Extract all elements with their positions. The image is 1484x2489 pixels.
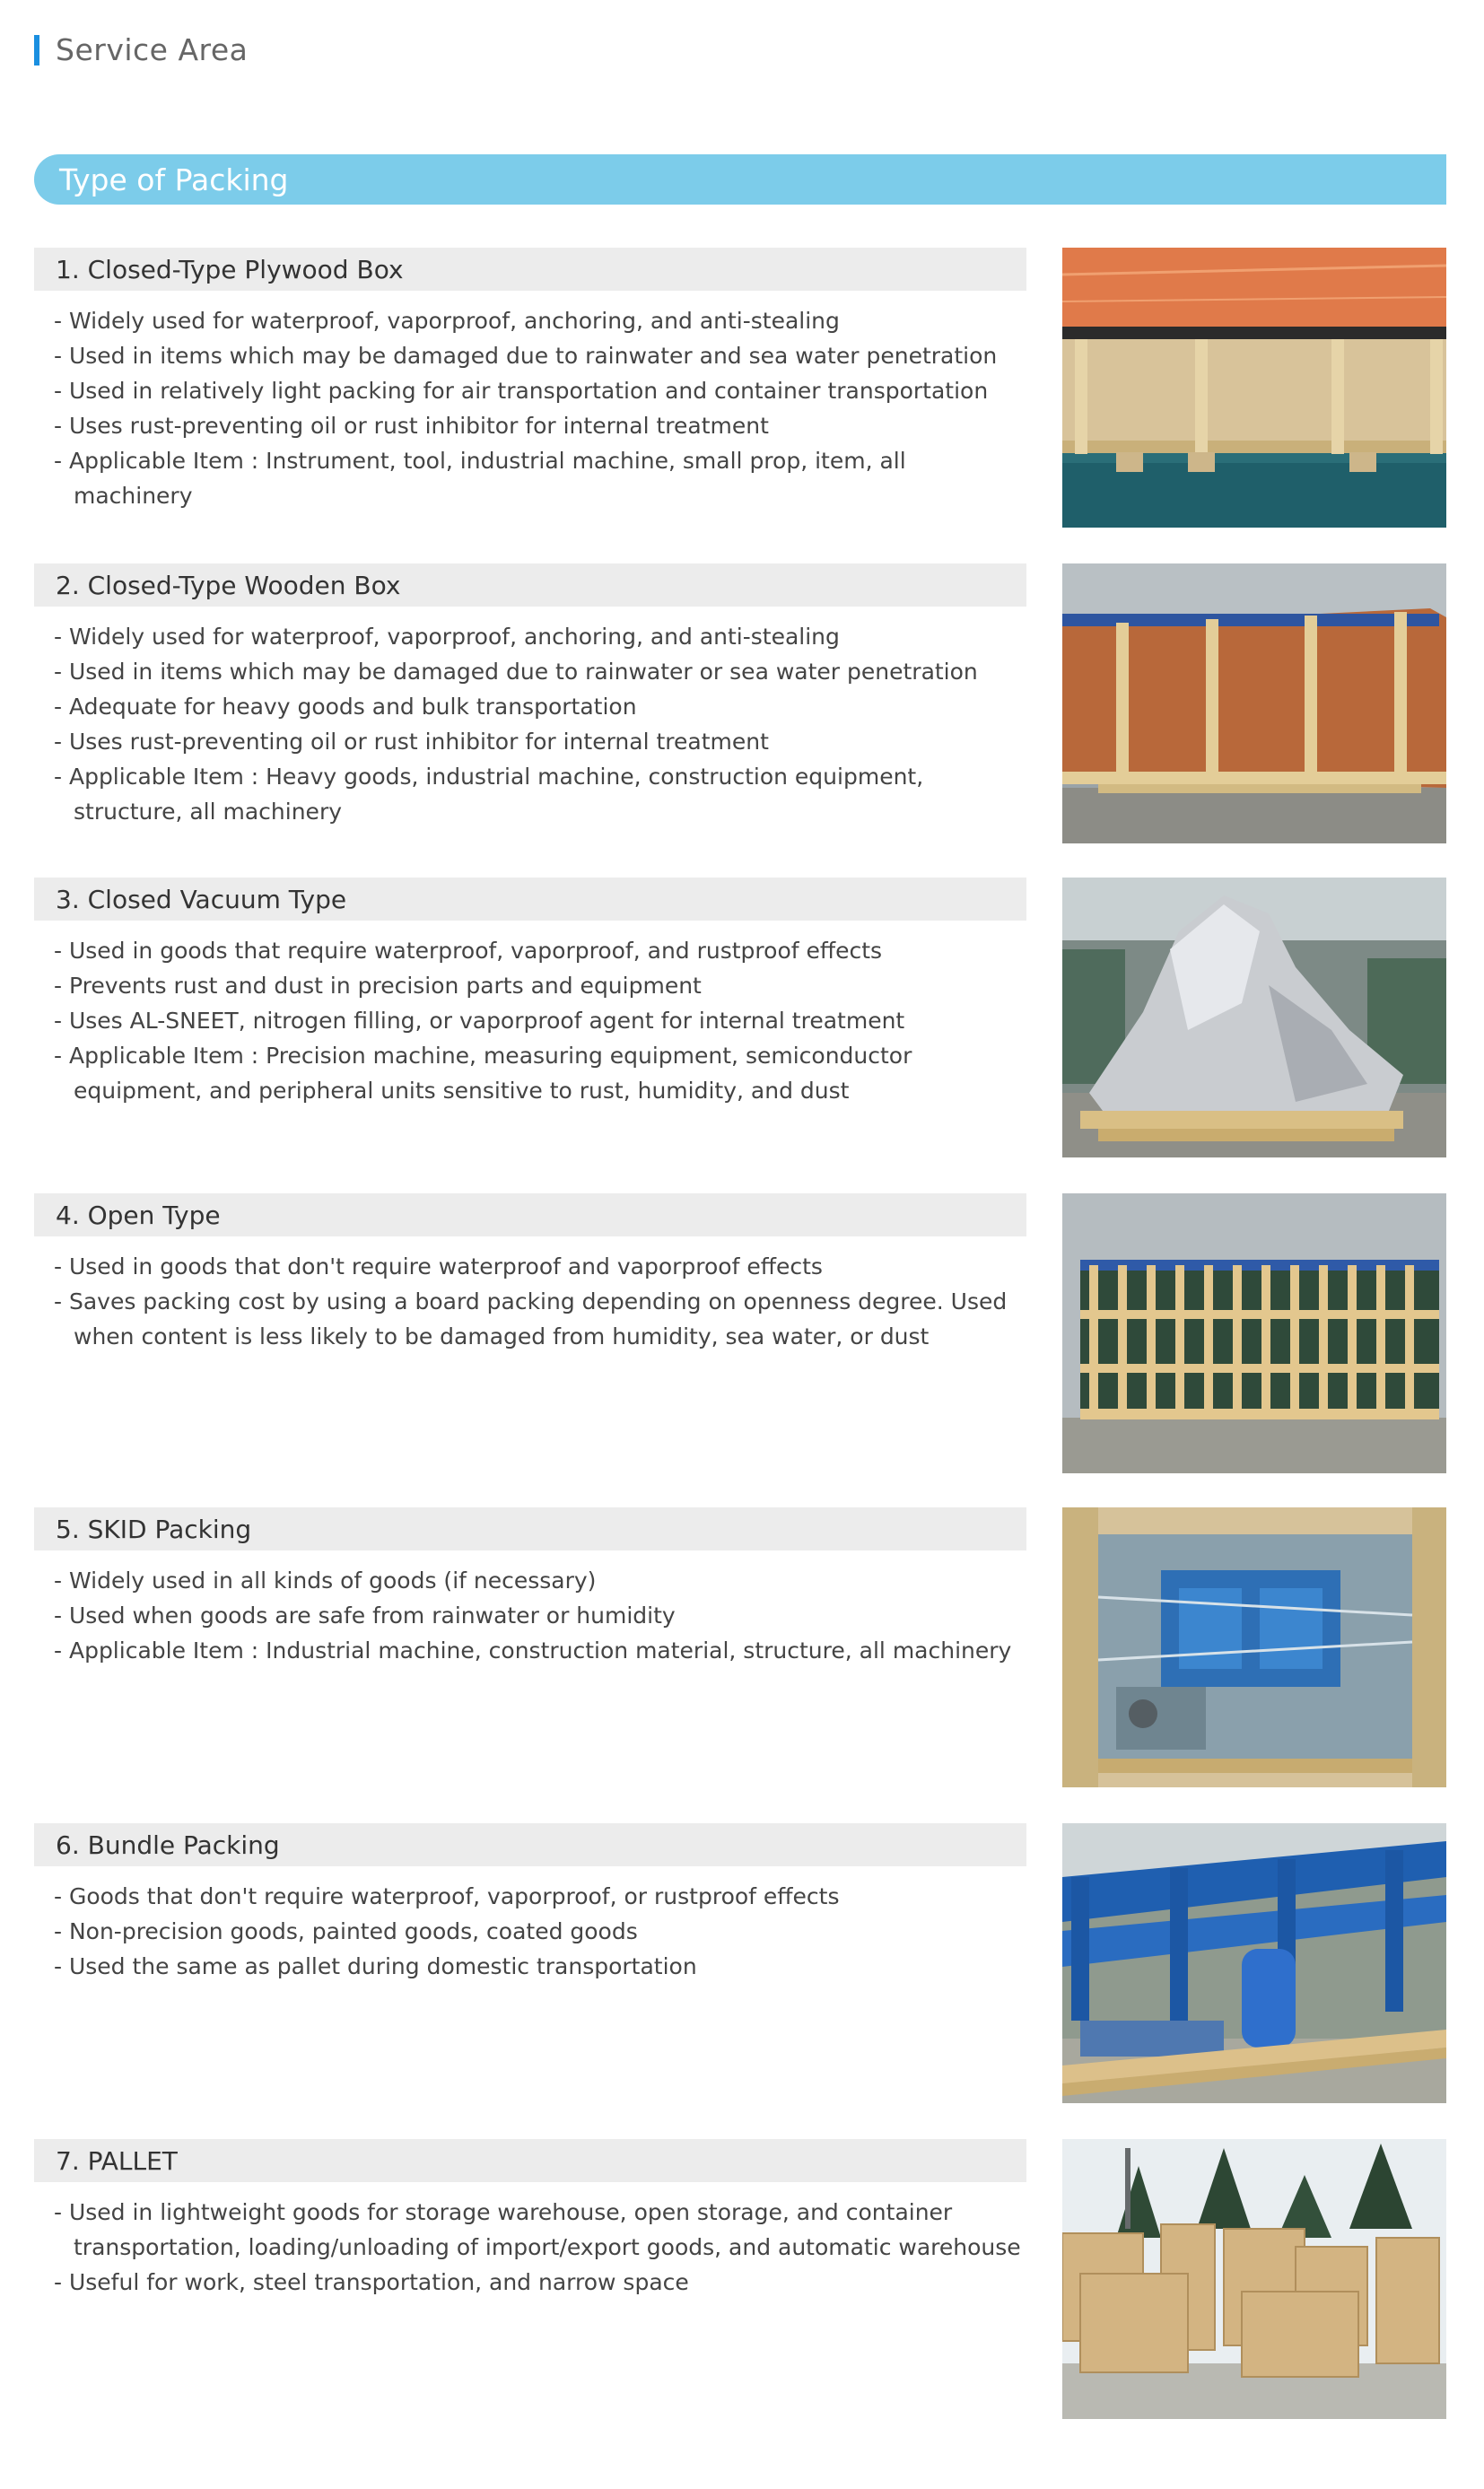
item-heading: 7. PALLET bbox=[56, 2145, 178, 2176]
description-line: - Goods that don't require waterproof, vaporproof, or rustproof effects bbox=[54, 1883, 840, 1909]
item-description-list bbox=[54, 2195, 1023, 2300]
description-line: - Used the same as pallet during domestic transportation bbox=[54, 1953, 697, 1979]
packing-item-2 bbox=[34, 563, 1446, 851]
pallet-photo bbox=[1062, 2139, 1446, 2419]
description-line: - Used in items which may be damaged due to rainwater or sea water penetration bbox=[54, 659, 978, 685]
description-line: - Used in goods that don't require waterproof and vaporproof effects bbox=[54, 1253, 823, 1279]
item-heading: 5. SKID Packing bbox=[56, 1514, 252, 1544]
item-description-list bbox=[54, 619, 1023, 829]
page-header bbox=[34, 32, 248, 67]
packing-item-7 bbox=[34, 2139, 1446, 2426]
description-line: - Applicable Item : Industrial machine, construction material, structure, all machinery bbox=[54, 1638, 1012, 1664]
packing-item-1 bbox=[34, 248, 1446, 535]
item-description-list bbox=[54, 303, 1023, 513]
item-heading: 6. Bundle Packing bbox=[56, 1830, 280, 1860]
description-line: - Used in items which may be damaged due to rainwater and sea water penetration bbox=[54, 343, 998, 369]
item-description-list bbox=[54, 1879, 1023, 1984]
section-banner bbox=[34, 154, 1446, 205]
description-line: - Used in goods that require waterproof, vaporproof, and rustproof effects bbox=[54, 938, 883, 964]
packing-item-5 bbox=[34, 1507, 1446, 1795]
item-heading-bar bbox=[34, 563, 1026, 607]
item-heading-bar bbox=[34, 1507, 1026, 1550]
wooden-box-photo bbox=[1062, 563, 1446, 843]
description-line: - Used when goods are safe from rainwater or humidity bbox=[54, 1603, 676, 1629]
description-line: - Used in lightweight goods for storage warehouse, open storage, and container transportation, loading/unloading of import/export goods, and automatic warehouse bbox=[54, 2199, 1021, 2260]
vacuum-pack-photo bbox=[1062, 878, 1446, 1157]
description-line: - Widely used for waterproof, vaporproof, anchoring, and anti-stealing bbox=[54, 308, 840, 334]
item-description-list bbox=[54, 1563, 1023, 1668]
plywood-box-photo bbox=[1062, 248, 1446, 528]
item-heading-bar bbox=[34, 878, 1026, 921]
packing-item-4 bbox=[34, 1193, 1446, 1480]
header-accent-bar bbox=[34, 35, 39, 66]
description-line: - Uses rust-preventing oil or rust inhibitor for internal treatment bbox=[54, 413, 769, 439]
item-heading-bar bbox=[34, 1193, 1026, 1236]
item-heading: 3. Closed Vacuum Type bbox=[56, 884, 347, 914]
description-line: - Adequate for heavy goods and bulk transportation bbox=[54, 694, 637, 720]
item-description-list bbox=[54, 933, 1023, 1108]
description-line: - Used in relatively light packing for air transportation and container transportation bbox=[54, 378, 989, 404]
item-heading: 2. Closed-Type Wooden Box bbox=[56, 570, 401, 600]
description-line: - Applicable Item : Precision machine, measuring equipment, semiconductor equipment, and peripheral units sensitive to rust, humidity, and dust bbox=[54, 1043, 912, 1104]
description-line: - Non-precision goods, painted goods, coated goods bbox=[54, 1918, 638, 1944]
item-heading-bar bbox=[34, 1823, 1026, 1866]
description-line: - Applicable Item : Heavy goods, industrial machine, construction equipment, structure, all machinery bbox=[54, 764, 924, 825]
description-line: - Widely used for waterproof, vaporproof, anchoring, and anti-stealing bbox=[54, 624, 840, 650]
item-heading: 4. Open Type bbox=[56, 1200, 221, 1230]
bundle-packing-photo bbox=[1062, 1823, 1446, 2103]
packing-item-6 bbox=[34, 1823, 1446, 2110]
item-description-list bbox=[54, 1249, 1023, 1354]
description-line: - Saves packing cost by using a board packing depending on openness degree. Used when content is less likely to be damaged from humidity, sea water, or dust bbox=[54, 1288, 1008, 1349]
packing-item-3 bbox=[34, 878, 1446, 1165]
description-line: - Applicable Item : Instrument, tool, industrial machine, small prop, item, all machinery bbox=[54, 448, 906, 509]
description-line: - Prevents rust and dust in precision parts and equipment bbox=[54, 973, 702, 999]
skid-packing-photo bbox=[1062, 1507, 1446, 1787]
item-heading-bar bbox=[34, 248, 1026, 291]
description-line: - Uses rust-preventing oil or rust inhibitor for internal treatment bbox=[54, 729, 769, 755]
item-heading: 1. Closed-Type Plywood Box bbox=[56, 254, 404, 284]
item-heading-bar bbox=[34, 2139, 1026, 2182]
open-type-photo bbox=[1062, 1193, 1446, 1473]
section-title: Type of Packing bbox=[59, 162, 289, 197]
description-line: - Widely used in all kinds of goods (if necessary) bbox=[54, 1568, 597, 1594]
description-line: - Uses AL-SNEET, nitrogen filling, or vaporproof agent for internal treatment bbox=[54, 1008, 905, 1034]
description-line: - Useful for work, steel transportation, and narrow space bbox=[54, 2269, 689, 2295]
page-title: Service Area bbox=[56, 32, 249, 67]
